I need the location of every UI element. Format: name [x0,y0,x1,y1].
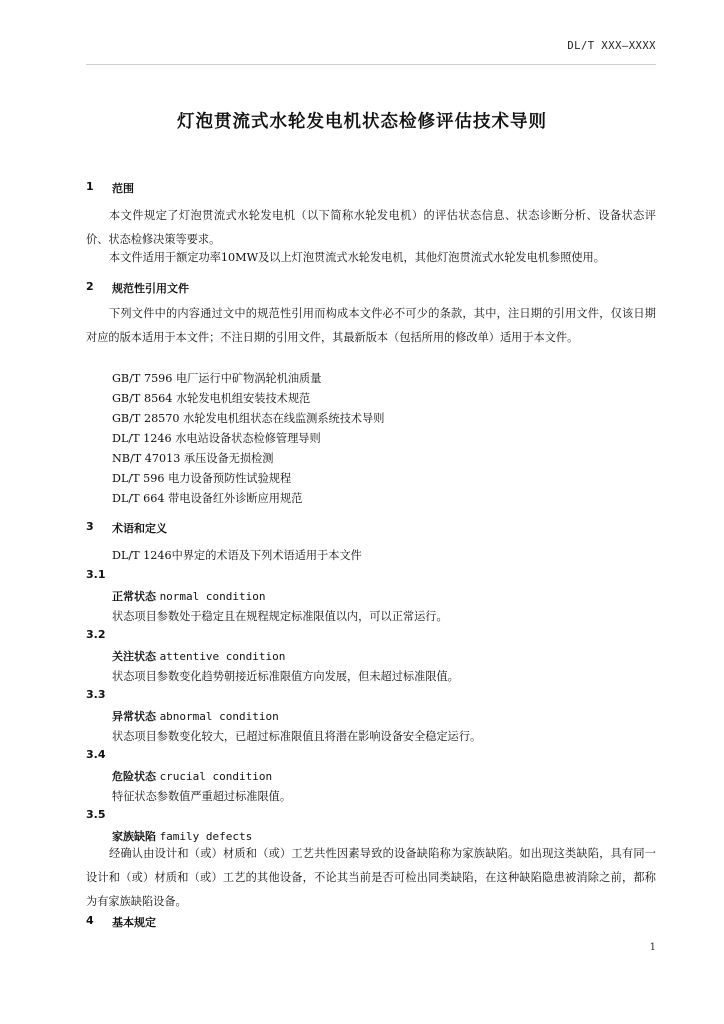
term-definition: 状态项目参数变化趋势朝接近标准限值方向发展，但未超过标准限值。 [112,670,459,683]
term-heading [112,708,279,724]
reference-item: NB/T 47013 承压设备无损检测 [112,452,274,465]
reference-item: DL/T 596 电力设备预防性试验规程 [112,472,292,485]
reference-item: GB/T 28570 水轮发电机组状态在线监测系统技术导则 [112,412,385,425]
term-heading [112,648,285,664]
term-en: abnormal condition [159,710,279,723]
term-number: 3.3 [86,688,106,701]
term-en: attentive condition [159,650,286,663]
term-heading [112,768,272,784]
term-en: family defects [159,830,253,843]
document-title: 灯泡贯流式水轮发电机状态检修评估技术导则 [177,112,547,132]
section-3-intro: DL/T 1246中界定的术语及下列术语适用于本文件 [112,549,362,562]
reference-item: GB/T 7596 电厂运行中矿物涡轮机油质量 [112,372,322,385]
section-2-number: 2 [86,280,94,293]
term-en: normal condition [159,590,266,603]
section-3-number: 3 [86,520,94,533]
term-definition: 特征状态参数值严重超过标准限值。 [112,790,292,803]
reference-item: DL/T 1246 水电站设备状态检修管理导则 [112,432,321,445]
section-2-paragraph-1: 下列文件中的内容通过文中的规范性引用而构成本文件必不可少的条款，其中，注日期的引用文件，仅该日期对应的版本适用于本文件；不注日期的引用文件，其最新版本（包括所用的修改单）适用于本文件。 [86,307,656,344]
header-rule [86,64,656,65]
term-cn: 危险状态 [112,770,156,783]
term-cn: 异常状态 [112,710,156,723]
page-number: 1 [649,942,656,953]
section-3-title: 术语和定义 [112,522,167,535]
term-heading [112,588,266,604]
reference-item: DL/T 664 带电设备红外诊断应用规范 [112,492,303,505]
term-number: 3.2 [86,628,106,641]
section-4-number: 4 [86,914,94,927]
section-1-paragraph-1: 本文件规定了灯泡贯流式水轮发电机（以下简称水轮发电机）的评估状态信息、状态诊断分析、设备状态评价、状态检修决策等要求。 [86,209,656,246]
term-definition: 状态项目参数变化较大，已超过标准限值且将潜在影响设备安全稳定运行。 [112,730,482,743]
term-number: 3.4 [86,748,106,761]
reference-item: GB/T 8564 水轮发电机组安装技术规范 [112,392,311,405]
term-cn: 家族缺陷 [112,830,156,843]
section-4-title: 基本规定 [112,916,156,929]
section-1-title: 范围 [112,182,134,195]
header-doc-code: DL/T XXX—XXXX [567,40,656,52]
term-definition: 经确认由设计和（或）材质和（或）工艺共性因素导致的设备缺陷称为家族缺陷。如出现这类缺陷，具有同一设计和（或）材质和（或）工艺的其他设备，不论其当前是否可检出同类缺陷，在这种缺陷隐患被消除之前，都称为有家族缺陷设备。 [86,847,656,908]
section-1-number: 1 [86,180,94,193]
section-2-title: 规范性引用文件 [112,282,189,295]
term-number: 3.1 [86,568,106,581]
term-number: 3.5 [86,808,106,821]
section-1-paragraph-2: 本文件适用于额定功率10MW及以上灯泡贯流式水轮发电机，其他灯泡贯流式水轮发电机参照使用。 [109,251,605,264]
term-en: crucial condition [159,770,273,783]
term-cn: 正常状态 [112,590,156,603]
term-cn: 关注状态 [112,650,156,663]
term-definition: 状态项目参数处于稳定且在规程规定标准限值以内，可以正常运行。 [112,610,448,623]
